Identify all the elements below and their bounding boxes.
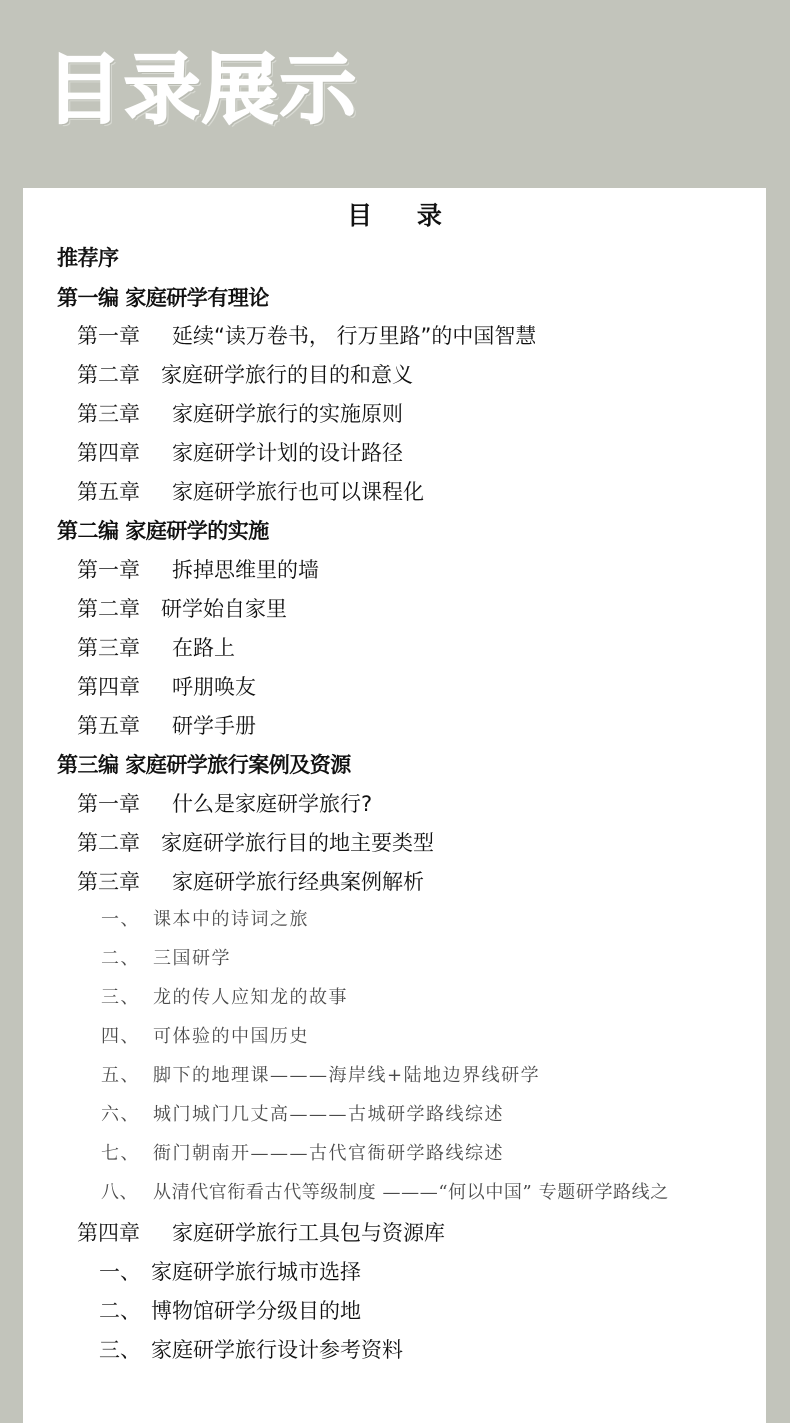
chapter-title: 家庭研学计划的设计路径	[172, 441, 403, 465]
section-number: 一、	[99, 1260, 141, 1284]
toc-chapter	[77, 833, 434, 854]
toc-section	[101, 950, 231, 968]
chapter-title: 研学始自家里	[161, 597, 287, 621]
chapter-number: 第一章	[77, 558, 140, 582]
chapter-number: 第三章	[77, 636, 140, 660]
toc-section	[101, 1067, 540, 1085]
toc-section	[101, 1184, 669, 1202]
chapter-number: 第二章	[77, 831, 140, 855]
toc-part-2-title: 第二编 家庭研学的实施	[57, 519, 269, 543]
section-title: 家庭研学旅行城市选择	[151, 1260, 361, 1284]
chapter-number: 第四章	[77, 675, 140, 699]
toc-section	[101, 1106, 504, 1124]
toc-part-3-title: 第三编 家庭研学旅行案例及资源	[57, 753, 351, 777]
section-title: 课本中的诗词之旅	[153, 909, 309, 930]
chapter-title: 呼朋唤友	[172, 675, 256, 699]
toc-chapter	[77, 677, 256, 698]
toc-chapter	[77, 404, 403, 425]
chapter-number: 第四章	[77, 441, 140, 465]
toc-subsection	[99, 1340, 403, 1361]
toc-chapter	[77, 326, 536, 347]
toc-chapter	[77, 1223, 445, 1244]
section-number: 七、	[101, 1143, 140, 1164]
chapter-number: 第三章	[77, 870, 140, 894]
chapter-number: 第三章	[77, 402, 140, 426]
chapter-number: 第二章	[77, 597, 140, 621]
chapter-number: 第一章	[77, 324, 140, 348]
section-number: 二、	[101, 948, 140, 969]
section-title: 脚下的地理课———海岸线+陆地边界线研学	[153, 1065, 541, 1086]
toc-preface: 推荐序	[57, 246, 119, 270]
section-title: 博物馆研学分级目的地	[151, 1299, 361, 1323]
toc-section	[101, 1145, 504, 1163]
section-title: 龙的传人应知龙的故事	[153, 987, 348, 1008]
chapter-title: 延续“读万卷书， 行万里路”的中国智慧	[172, 324, 537, 348]
toc-chapter	[77, 872, 424, 893]
toc-section	[101, 911, 309, 929]
toc-title: 目 录	[347, 201, 460, 230]
section-title: 可体验的中国历史	[153, 1026, 309, 1047]
toc-section	[101, 989, 348, 1007]
toc-section	[101, 1028, 309, 1046]
section-number: 二、	[99, 1299, 141, 1323]
section-title: 城门城门几丈高———古城研学路线综述	[153, 1104, 504, 1125]
chapter-title: 家庭研学旅行的目的和意义	[161, 363, 413, 387]
section-title: 三国研学	[153, 948, 231, 969]
section-title: 衙门朝南开———古代官衙研学路线综述	[153, 1143, 504, 1164]
toc-chapter	[77, 716, 256, 737]
section-number: 三、	[101, 987, 140, 1008]
toc-chapter	[77, 482, 424, 503]
banner-title: 目录展示	[46, 45, 358, 134]
toc-chapter	[77, 794, 372, 815]
chapter-number: 第二章	[77, 363, 140, 387]
toc-subsection	[99, 1262, 361, 1283]
section-number: 五、	[101, 1065, 140, 1086]
toc-subsection	[99, 1301, 361, 1322]
toc-chapter	[77, 599, 287, 620]
chapter-title: 什么是家庭研学旅行?	[172, 792, 373, 816]
chapter-title: 家庭研学旅行目的地主要类型	[161, 831, 434, 855]
chapter-title: 研学手册	[172, 714, 256, 738]
chapter-title: 在路上	[172, 636, 235, 660]
chapter-number: 第一章	[77, 792, 140, 816]
section-number: 三、	[99, 1338, 141, 1362]
chapter-title: 家庭研学旅行也可以课程化	[172, 480, 424, 504]
section-number: 八、	[101, 1182, 139, 1203]
toc-part-1-title: 第一编 家庭研学有理论	[57, 286, 269, 310]
chapter-title: 家庭研学旅行经典案例解析	[172, 870, 424, 894]
section-title: 从清代官衔看古代等级制度 ———“何以中国” 专题研学路线之	[153, 1182, 669, 1203]
section-number: 一、	[101, 909, 140, 930]
section-title: 家庭研学旅行设计参考资料	[151, 1338, 403, 1362]
chapter-title: 家庭研学旅行工具包与资源库	[172, 1221, 445, 1245]
chapter-title: 家庭研学旅行的实施原则	[172, 402, 403, 426]
toc-chapter	[77, 638, 235, 659]
section-number: 六、	[101, 1104, 140, 1125]
chapter-title: 拆掉思维里的墙	[172, 558, 319, 582]
toc-chapter	[77, 560, 319, 581]
chapter-number: 第四章	[77, 1221, 140, 1245]
section-number: 四、	[101, 1026, 140, 1047]
chapter-number: 第五章	[77, 480, 140, 504]
toc-chapter	[77, 365, 413, 386]
toc-chapter	[77, 443, 403, 464]
chapter-number: 第五章	[77, 714, 140, 738]
toc-page	[23, 188, 766, 1423]
